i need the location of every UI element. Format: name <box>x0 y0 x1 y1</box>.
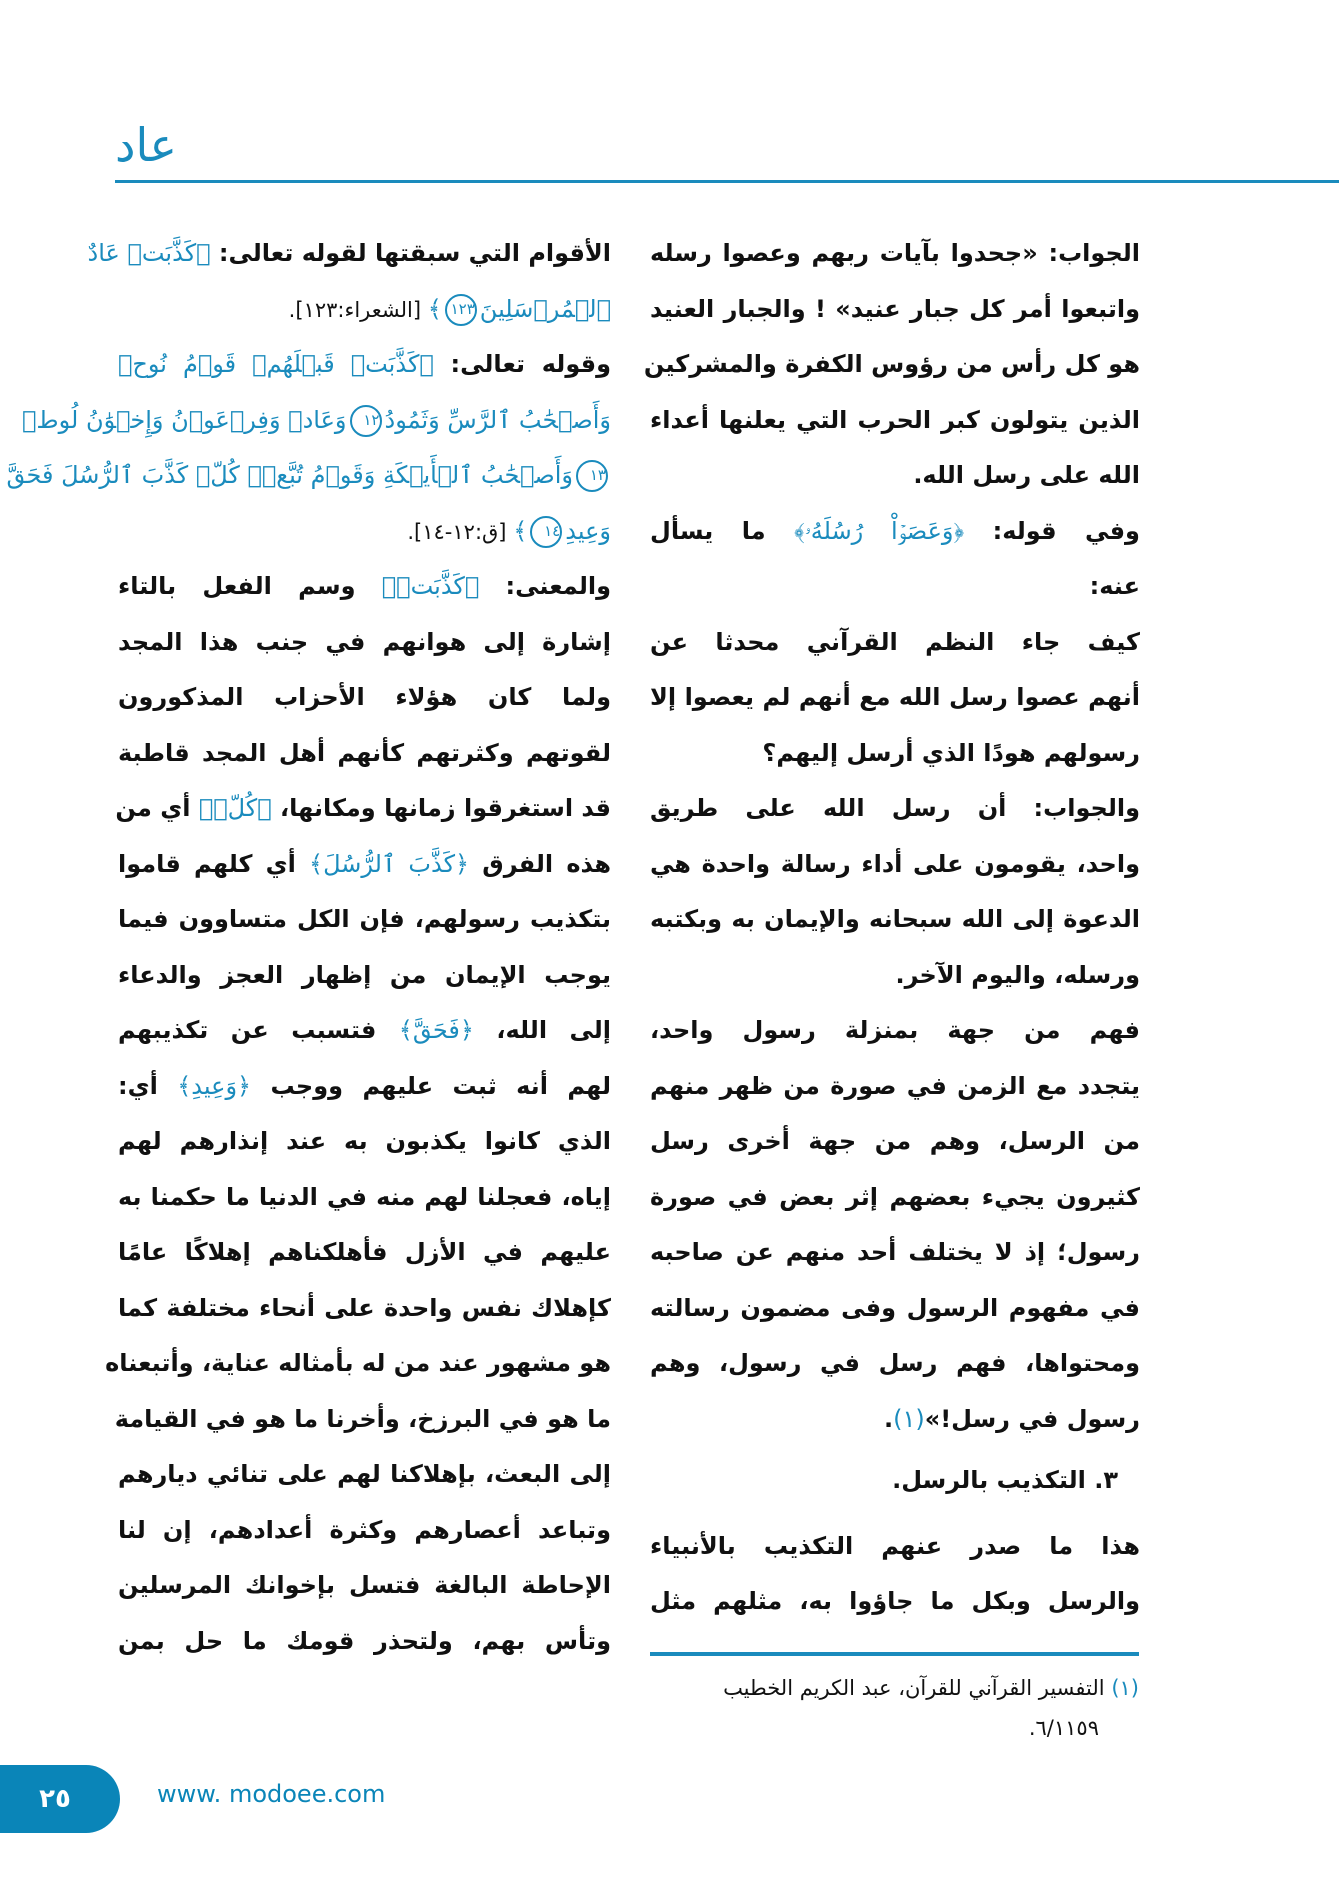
body-text: فهم من جهة بمنزلة رسول واحد، <box>650 1016 1140 1044</box>
body-text: الذين يتولون كبر الحرب التي يعلنها أعداء <box>650 405 1140 434</box>
quran-verse-text: ﴿كَذَّبَ ٱلرُّسُلَ﴾ <box>309 849 470 878</box>
text-line <box>650 504 1140 560</box>
website-link[interactable]: www. modoee.com <box>157 1780 386 1808</box>
body-text: هذا ما صدر عنهم التكذيب بالأنبياء <box>650 1531 1140 1560</box>
text-line <box>118 1503 611 1559</box>
text-line <box>118 282 611 338</box>
body-text: في مفهوم الرسول وفى مضمون رسالته <box>650 1293 1140 1322</box>
text-line <box>118 1281 611 1337</box>
body-text: ما يسأل <box>650 516 795 545</box>
page-number-badge: ٢٥ <box>0 1765 120 1833</box>
text-line <box>118 1059 611 1115</box>
body-text: وسم الفعل بالتاء <box>118 572 382 600</box>
text-line <box>650 781 1140 837</box>
body-text: كثيرون يجيء بعضهم إثر بعض في صورة <box>650 1182 1140 1211</box>
text-line <box>6 448 611 504</box>
body-text: والجواب: أن رسل الله على طريق <box>650 794 1140 822</box>
right-text-column <box>643 226 1140 1630</box>
text-line <box>118 948 611 1004</box>
footnote <box>650 1668 1139 1748</box>
text-line <box>650 837 1140 893</box>
header-divider <box>115 180 1339 183</box>
quran-verse-text: (١) <box>893 1404 925 1433</box>
quran-verse-text: وَعِيدِ <box>565 516 611 545</box>
text-line <box>650 948 1140 1004</box>
body-text: كإهلاك نفس واحدة على أنحاء مختلفة كما <box>118 1293 611 1322</box>
text-line <box>115 781 611 837</box>
ayah-number-marker: ١٣ <box>576 460 608 492</box>
text-line <box>118 1447 611 1503</box>
body-text: والرسل وبكل ما جاؤوا به، مثلهم مثل <box>650 1587 1140 1615</box>
body-text: هو كل رأس من رؤوس الكفرة والمشركين <box>643 350 1140 378</box>
text-line <box>650 282 1140 338</box>
body-text: هذه الفرق <box>469 849 611 878</box>
footnote-marker: (١) <box>1111 1676 1139 1700</box>
text-line <box>650 1114 1140 1170</box>
body-text: من الرسل، وهم من جهة أخرى رسل <box>650 1127 1140 1155</box>
text-line <box>118 1614 611 1670</box>
body-text: الله على رسل الله. <box>913 461 1140 489</box>
quran-verse-text: ﴿كُلّٞ﴾ <box>198 794 272 822</box>
body-text: وقوله تعالى: <box>433 350 611 378</box>
text-line <box>650 226 1140 282</box>
text-line <box>118 559 611 615</box>
text-line <box>118 1558 611 1614</box>
text-line <box>650 559 1140 615</box>
text-line <box>118 615 611 671</box>
body-text: عنه: <box>1089 572 1140 600</box>
text-line <box>650 1392 1140 1448</box>
footnote-page-ref: ٦/١١٥٩. <box>1028 1716 1099 1740</box>
text-line <box>118 1170 611 1226</box>
body-text: واحد، يقومون على أداء رسالة واحدة هي <box>650 849 1140 878</box>
ayah-number-marker: ١٤ <box>530 516 562 548</box>
text-line <box>650 393 1140 449</box>
text-line <box>650 1059 1140 1115</box>
body-text: إلى البعث، بإهلاكنا لهم على تنائي ديارهم <box>118 1460 611 1488</box>
quran-verse-text: ﴿فَحَقَّ﴾ <box>398 1016 474 1044</box>
body-text: والمعنى: <box>479 572 611 600</box>
body-text: أي: <box>118 1071 178 1100</box>
text-line <box>118 1225 611 1281</box>
body-text: الأقوام التي سبقتها لقوله تعالى: <box>210 239 611 267</box>
body-text: فتسبب عن تكذيبهم <box>118 1016 399 1044</box>
text-line <box>650 448 1140 504</box>
text-line <box>118 726 611 782</box>
body-text: رسولهم هودًا الذي أرسل إليهم؟ <box>762 738 1140 767</box>
body-text: . <box>883 1404 894 1433</box>
body-text: ٣. التكذيب بالرسل. <box>892 1466 1118 1494</box>
body-text: بتكذيب رسولهم، فإن الكل متساوون فيما <box>118 905 611 933</box>
quran-verse-text: ﴿كَذَّبَتۡ عَادٌ <box>87 239 211 267</box>
text-line <box>22 393 611 449</box>
body-text: عليهم في الأزل فأهلكناهم إهلاكًا عامًا <box>118 1238 611 1266</box>
body-text: رسول في رسل!» <box>924 1404 1140 1433</box>
body-text: وتباعد أعصارهم وكثرة أعدادهم، إن لنا <box>118 1515 611 1544</box>
quran-verse-text: ﴾ <box>427 294 442 323</box>
quran-verse-text: ﴿وَعِيدِ﴾ <box>177 1071 252 1100</box>
text-line <box>650 1453 1140 1509</box>
quran-verse-text: وَأَصۡحَٰبُ ٱلرَّسِّ وَثَمُودُ <box>384 405 611 434</box>
text-line <box>650 1003 1140 1059</box>
text-line <box>650 670 1140 726</box>
body-text: ورسله، واليوم الآخر. <box>895 960 1140 989</box>
text-line <box>105 1336 611 1392</box>
text-line <box>114 1392 611 1448</box>
footnote-divider <box>650 1652 1139 1656</box>
body-text: الذي كانوا يكذبون به عند إنذارهم لهم <box>118 1127 611 1155</box>
chapter-title: عاد <box>115 118 177 172</box>
text-line <box>650 726 1140 782</box>
text-line <box>118 1003 611 1059</box>
body-text: أي من <box>115 794 199 822</box>
text-line <box>650 892 1140 948</box>
body-text: ومحتواها، فهم رسل في رسول، وهم <box>650 1349 1140 1377</box>
text-line <box>118 892 611 948</box>
text-line <box>650 1225 1140 1281</box>
text-line <box>650 1170 1140 1226</box>
verse-reference: [الشعراء:١٢٣]. <box>288 297 428 322</box>
body-text: إلى الله، <box>473 1016 612 1044</box>
quran-verse-text: وَأَصۡحَٰبُ ٱلۡأَيۡكَةِ وَقَوۡمُ تُبَّعٖۚ كُلّٞ كَذَّبَ ٱلرُّسُلَ فَحَقَّ <box>6 461 573 489</box>
body-text: إشارة إلى هوانهم في جنب هذا المجد <box>118 627 611 656</box>
body-text: الإحاطة البالغة فتسل بإخوانك المرسلين <box>118 1571 611 1599</box>
text-line <box>118 837 611 893</box>
quran-verse-text: ﴾ <box>513 516 528 545</box>
quran-verse-text: ﴿كَذَّبَتۡ﴾ <box>381 572 480 600</box>
body-text: ما هو في البرزخ، وأخرنا ما هو في القيامة <box>114 1404 611 1433</box>
body-text: وفي قوله: <box>964 516 1140 545</box>
text-line <box>118 1114 611 1170</box>
verse-reference: [ق:١٢-١٤]. <box>407 519 514 544</box>
text-line <box>118 504 611 560</box>
text-line <box>87 226 611 282</box>
body-text: الجواب: «جحدوا بآيات ربهم وعصوا رسله <box>650 239 1140 267</box>
body-text: الدعوة إلى الله سبحانه والإيمان به وبكتبه <box>650 905 1140 933</box>
body-text: ولما كان هؤلاء الأحزاب المذكورون <box>118 683 611 711</box>
body-text: وتأس بهم، ولتحذر قومك ما حل بمن <box>118 1626 611 1655</box>
body-text: يوجب الإيمان من إظهار العجز والدعاء <box>118 960 611 989</box>
ayah-number-marker: ١٢٣ <box>445 294 477 326</box>
quran-verse-text: ﴿كَذَّبَتۡ قَبۡلَهُمۡ قَوۡمُ نُوحٖ <box>118 350 434 378</box>
body-text: أي كلهم قاموا <box>118 849 309 878</box>
text-line <box>643 337 1140 393</box>
body-text: إياه، فعجلنا لهم منه في الدنيا ما حكمنا به <box>118 1182 611 1211</box>
text-line <box>650 1519 1140 1575</box>
text-line <box>118 337 611 393</box>
text-line <box>650 1336 1140 1392</box>
quran-verse-text: ﴿وَعَصَوۡاْ رُسُلَهُۥ﴾ <box>794 516 965 545</box>
body-text: يتجدد مع الزمن في صورة من ظهر منهم <box>650 1071 1140 1100</box>
text-line <box>118 670 611 726</box>
ayah-number-marker: ١٢ <box>350 405 382 437</box>
quran-verse-text: ٱلۡمُرۡسَلِينَ <box>479 294 611 323</box>
footnote-text: التفسير القرآني للقرآن، عبد الكريم الخطيب <box>723 1676 1105 1700</box>
quran-verse-text: وَعَادٞ وَفِرۡعَوۡنُ وَإِخۡوَٰنُ لُوطٖ <box>22 405 347 434</box>
body-text: واتبعوا أمر كل جبار عنيد» ! والجبار العنيد <box>650 294 1140 323</box>
text-line <box>650 1281 1140 1337</box>
body-text: رسول؛ إذ لا يختلف أحد منهم عن صاحبه <box>650 1238 1140 1266</box>
body-text: كيف جاء النظم القرآني محدثا عن <box>650 627 1140 656</box>
body-text: لقوتهم وكثرتهم كأنهم أهل المجد قاطبة <box>118 738 611 767</box>
text-line <box>650 615 1140 671</box>
text-line <box>650 1574 1140 1630</box>
body-text: أنهم عصوا رسل الله مع أنهم لم يعصوا إلا <box>650 683 1140 711</box>
body-text: هو مشهور عند من له بأمثاله عناية، وأتبعناه <box>105 1349 611 1377</box>
left-text-column <box>6 226 612 1669</box>
body-text: لهم أنه ثبت عليهم ووجب <box>251 1071 611 1100</box>
body-text: قد استغرقوا زمانها ومكانها، <box>271 794 611 822</box>
